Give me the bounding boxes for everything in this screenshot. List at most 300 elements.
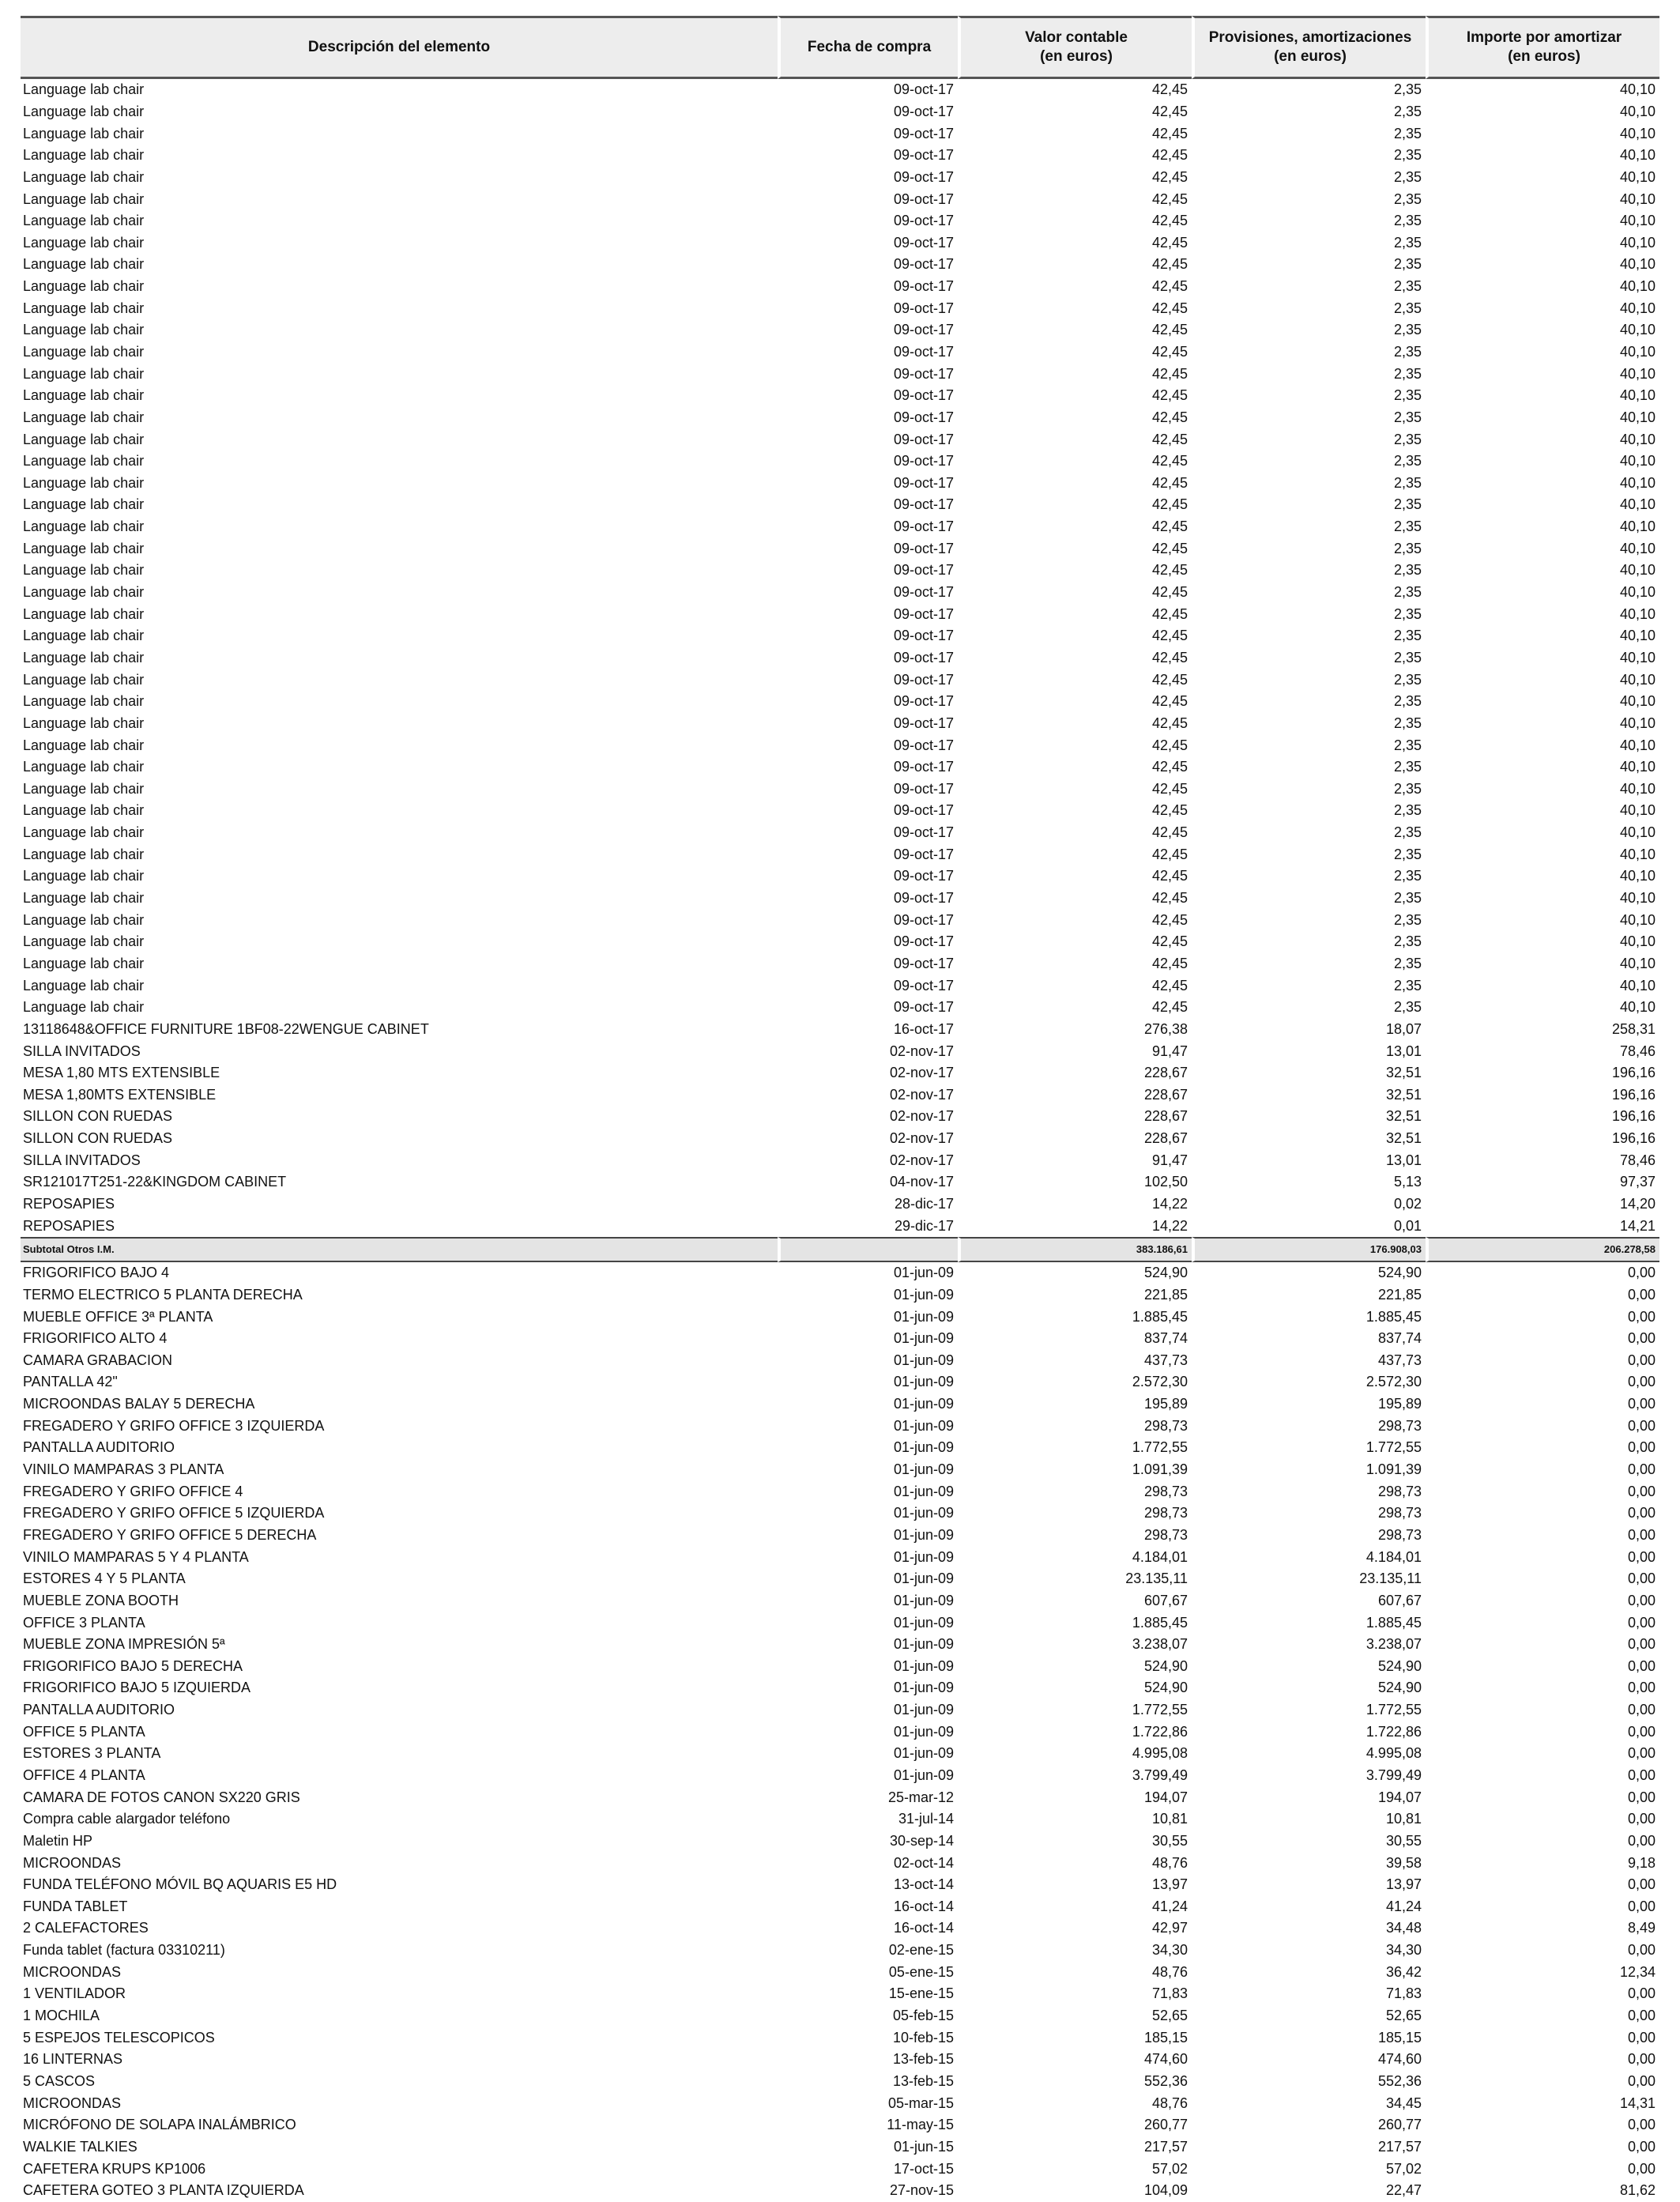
cell-purchase-date: 09-oct-17 [893, 605, 954, 622]
cell-provisions: 52,65 [1385, 2008, 1422, 2024]
cell-provisions: 437,73 [1377, 1352, 1422, 1368]
table-row [21, 1546, 1659, 1568]
cell-description: FRIGORIFICO BAJO 5 DERECHA [23, 1657, 243, 1674]
cell-book-value: 52,65 [1151, 2008, 1188, 2024]
cell-remaining: 40,10 [1619, 322, 1656, 338]
table-row [21, 1503, 1659, 1525]
cell-book-value: 298,73 [1143, 1526, 1188, 1543]
cell-description: Language lab chair [23, 671, 145, 688]
cell-description: Language lab chair [23, 999, 145, 1016]
header-provisions-line1: Provisiones, amortizaciones [1208, 29, 1412, 46]
cell-purchase-date: 09-oct-17 [893, 256, 954, 273]
cell-description: Language lab chair [23, 605, 145, 622]
cell-remaining: 40,10 [1619, 147, 1656, 164]
cell-description: CAMARA GRABACION [23, 1352, 173, 1368]
table-row [21, 2005, 1659, 2027]
cell-description: WALKIE TALKIES [23, 2138, 137, 2155]
cell-provisions: 2,35 [1393, 628, 1422, 644]
cell-provisions: 2,35 [1393, 125, 1422, 141]
cell-description: Language lab chair [23, 802, 145, 819]
cell-provisions: 2,35 [1393, 868, 1422, 884]
cell-description: Funda tablet (factura 03310211) [23, 1942, 225, 1959]
cell-purchase-date: 01-jun-09 [893, 1330, 954, 1347]
cell-purchase-date: 09-oct-17 [893, 715, 954, 731]
cell-book-value: 42,45 [1151, 322, 1188, 338]
cell-remaining: 40,10 [1619, 300, 1656, 316]
cell-provisions: 1.722,86 [1365, 1723, 1422, 1740]
cell-description: MICROONDAS BALAY 5 DERECHA [23, 1396, 255, 1412]
table-row [21, 1612, 1659, 1634]
cell-book-value: 195,89 [1143, 1396, 1188, 1412]
cell-remaining: 0,00 [1627, 1811, 1656, 1827]
cell-remaining: 0,00 [1627, 1942, 1656, 1959]
cell-book-value: 42,45 [1151, 780, 1188, 797]
cell-provisions: 13,97 [1385, 1876, 1422, 1893]
cell-description: Language lab chair [23, 213, 145, 229]
cell-provisions: 13,01 [1385, 1152, 1422, 1168]
cell-book-value: 298,73 [1143, 1505, 1188, 1521]
cell-provisions: 32,51 [1385, 1130, 1422, 1147]
cell-book-value: 228,67 [1143, 1130, 1188, 1147]
table-row [21, 494, 1659, 516]
cell-purchase-date: 09-oct-17 [893, 933, 954, 950]
cell-book-value: 298,73 [1143, 1483, 1188, 1499]
cell-remaining: 0,00 [1627, 1374, 1656, 1390]
table-row [21, 1940, 1659, 1962]
cell-book-value: 42,45 [1151, 256, 1188, 273]
cell-book-value: 34,30 [1151, 1942, 1188, 1959]
cell-book-value: 42,45 [1151, 431, 1188, 447]
cell-book-value: 1.772,55 [1132, 1439, 1188, 1456]
cell-book-value: 42,45 [1151, 933, 1188, 950]
subtotal-date [778, 1237, 958, 1262]
cell-remaining: 0,00 [1627, 1526, 1656, 1543]
cell-purchase-date: 09-oct-17 [893, 540, 954, 556]
cell-purchase-date: 04-nov-17 [889, 1174, 954, 1190]
cell-provisions: 2,35 [1393, 977, 1422, 994]
cell-book-value: 13,97 [1151, 1876, 1188, 1893]
table-row [21, 473, 1659, 495]
cell-description: Language lab chair [23, 322, 145, 338]
cell-remaining: 0,00 [1627, 1614, 1656, 1631]
cell-provisions: 2,35 [1393, 234, 1422, 251]
cell-provisions: 57,02 [1385, 2160, 1422, 2177]
cell-book-value: 10,81 [1151, 1811, 1188, 1827]
cell-provisions: 2,35 [1393, 190, 1422, 207]
cell-provisions: 2,35 [1393, 322, 1422, 338]
cell-provisions: 524,90 [1377, 1657, 1422, 1674]
table-row [21, 1306, 1659, 1328]
cell-purchase-date: 09-oct-17 [893, 999, 954, 1016]
cell-provisions: 0,02 [1393, 1195, 1422, 1212]
cell-remaining: 40,10 [1619, 125, 1656, 141]
table-row [21, 254, 1659, 276]
cell-purchase-date: 09-oct-17 [893, 759, 954, 775]
cell-book-value: 42,45 [1151, 147, 1188, 164]
cell-purchase-date: 09-oct-17 [893, 824, 954, 841]
cell-description: TERMO ELECTRICO 5 PLANTA DERECHA [23, 1286, 303, 1303]
header-description-line: Descripción del elemento [307, 39, 491, 55]
cell-purchase-date: 01-jun-09 [893, 1592, 954, 1608]
cell-purchase-date: 09-oct-17 [893, 300, 954, 316]
cell-description: CAFETERA GOTEO 3 PLANTA IZQUIERDA [23, 2182, 304, 2199]
cell-description: FREGADERO Y GRIFO OFFICE 3 IZQUIERDA [23, 1417, 325, 1434]
cell-book-value: 42,45 [1151, 824, 1188, 841]
cell-remaining: 0,00 [1627, 1505, 1656, 1521]
cell-description: Language lab chair [23, 780, 145, 797]
header-book-value-line2: (en euros) [1040, 48, 1113, 65]
cell-remaining: 40,10 [1619, 868, 1656, 884]
table-row [21, 1699, 1659, 1721]
cell-remaining: 40,10 [1619, 409, 1656, 425]
cell-book-value: 42,45 [1151, 693, 1188, 710]
cell-provisions: 32,51 [1385, 1086, 1422, 1103]
cell-purchase-date: 09-oct-17 [893, 147, 954, 164]
cell-book-value: 228,67 [1143, 1065, 1188, 1081]
cell-remaining: 40,10 [1619, 474, 1656, 491]
table-row [21, 341, 1659, 364]
cell-description: Language lab chair [23, 955, 145, 971]
table-row [21, 2114, 1659, 2136]
cell-remaining: 81,62 [1619, 2182, 1656, 2199]
table-row [21, 756, 1659, 779]
cell-book-value: 42,45 [1151, 628, 1188, 644]
cell-remaining: 40,10 [1619, 628, 1656, 644]
cell-description: Language lab chair [23, 344, 145, 360]
cell-book-value: 1.091,39 [1132, 1461, 1188, 1478]
cell-remaining: 40,10 [1619, 365, 1656, 382]
cell-provisions: 2,35 [1393, 715, 1422, 731]
table-row [21, 1040, 1659, 1062]
subtotal-remaining: 206.278,58 [1426, 1237, 1659, 1262]
cell-remaining: 40,10 [1619, 933, 1656, 950]
cell-provisions: 10,81 [1385, 1811, 1422, 1827]
cell-purchase-date: 01-jun-09 [893, 1657, 954, 1674]
cell-remaining: 40,10 [1619, 256, 1656, 273]
cell-provisions: 2,35 [1393, 933, 1422, 950]
cell-description: FREGADERO Y GRIFO OFFICE 5 IZQUIERDA [23, 1505, 325, 1521]
table-row [21, 1983, 1659, 2005]
table-row [21, 1215, 1659, 1237]
cell-book-value: 4.184,01 [1132, 1548, 1188, 1565]
cell-description: PANTALLA 42" [23, 1374, 118, 1390]
cell-purchase-date: 27-nov-15 [889, 2182, 954, 2199]
cell-description: Language lab chair [23, 933, 145, 950]
table-row [21, 560, 1659, 582]
cell-provisions: 298,73 [1377, 1526, 1422, 1543]
cell-book-value: 42,45 [1151, 977, 1188, 994]
cell-description: 5 ESPEJOS TELESCOPICOS [23, 2029, 215, 2046]
cell-book-value: 41,24 [1151, 1898, 1188, 1914]
cell-provisions: 2,35 [1393, 955, 1422, 971]
cell-remaining: 8,49 [1627, 1920, 1656, 1936]
cell-provisions: 607,67 [1377, 1592, 1422, 1608]
cell-book-value: 14,22 [1151, 1217, 1188, 1234]
cell-book-value: 104,09 [1143, 2182, 1188, 2199]
cell-description: Language lab chair [23, 234, 145, 251]
cell-description: Language lab chair [23, 846, 145, 862]
cell-description: Language lab chair [23, 737, 145, 753]
cell-description: Language lab chair [23, 168, 145, 185]
cell-purchase-date: 01-jun-09 [893, 1308, 954, 1325]
cell-book-value: 42,45 [1151, 759, 1188, 775]
table-row [21, 101, 1659, 123]
table-row [21, 1128, 1659, 1150]
cell-purchase-date: 13-feb-15 [892, 2051, 954, 2068]
cell-provisions: 217,57 [1377, 2138, 1422, 2155]
cell-description: Language lab chair [23, 474, 145, 491]
cell-purchase-date: 09-oct-17 [893, 562, 954, 579]
table-row [21, 1896, 1659, 1918]
cell-provisions: 41,24 [1385, 1898, 1422, 1914]
cell-purchase-date: 01-jun-09 [893, 1396, 954, 1412]
cell-purchase-date: 09-oct-17 [893, 387, 954, 404]
cell-description: FUNDA TELÉFONO MÓVIL BQ AQUARIS E5 HD [23, 1876, 337, 1893]
table-row [21, 1328, 1659, 1350]
cell-book-value: 42,45 [1151, 802, 1188, 819]
cell-provisions: 2,35 [1393, 147, 1422, 164]
cell-book-value: 552,36 [1143, 2072, 1188, 2089]
cell-provisions: 23.135,11 [1359, 1570, 1422, 1587]
cell-purchase-date: 29-dic-17 [894, 1217, 954, 1234]
cell-purchase-date: 02-oct-14 [893, 1854, 954, 1871]
cell-description: Language lab chair [23, 868, 145, 884]
cell-remaining: 0,00 [1627, 1570, 1656, 1587]
cell-description: Language lab chair [23, 256, 145, 273]
cell-book-value: 194,07 [1143, 1789, 1188, 1805]
cell-remaining: 0,00 [1627, 2117, 1656, 2133]
cell-remaining: 40,10 [1619, 540, 1656, 556]
cell-description: Language lab chair [23, 518, 145, 535]
cell-book-value: 221,85 [1143, 1286, 1188, 1303]
cell-book-value: 524,90 [1143, 1657, 1188, 1674]
cell-provisions: 2,35 [1393, 387, 1422, 404]
cell-provisions: 2,35 [1393, 168, 1422, 185]
table-row [21, 167, 1659, 189]
table-row [21, 1655, 1659, 1677]
table-row [21, 297, 1659, 319]
table-row [21, 1590, 1659, 1612]
cell-purchase-date: 01-jun-09 [893, 1417, 954, 1434]
cell-book-value: 42,45 [1151, 890, 1188, 907]
cell-remaining: 40,10 [1619, 562, 1656, 579]
table-row [21, 1480, 1659, 1503]
cell-description: Language lab chair [23, 824, 145, 841]
cell-purchase-date: 02-ene-15 [888, 1942, 954, 1959]
table-row [21, 800, 1659, 822]
cell-provisions: 2,35 [1393, 780, 1422, 797]
table-row [21, 865, 1659, 888]
cell-purchase-date: 05-feb-15 [892, 2008, 954, 2024]
cell-provisions: 1.772,55 [1365, 1702, 1422, 1718]
cell-book-value: 260,77 [1143, 2117, 1188, 2133]
cell-remaining: 0,00 [1627, 1985, 1656, 2002]
cell-remaining: 40,10 [1619, 824, 1656, 841]
cell-provisions: 2,35 [1393, 256, 1422, 273]
cell-purchase-date: 09-oct-17 [893, 431, 954, 447]
cell-provisions: 837,74 [1377, 1330, 1422, 1347]
cell-purchase-date: 02-nov-17 [889, 1043, 954, 1059]
cell-provisions: 1.091,39 [1365, 1461, 1422, 1478]
cell-purchase-date: 09-oct-17 [893, 628, 954, 644]
cell-description: SILLA INVITADOS [23, 1043, 141, 1059]
table-row [21, 1721, 1659, 1743]
cell-remaining: 0,00 [1627, 2029, 1656, 2046]
table-row [21, 888, 1659, 910]
table-row [21, 516, 1659, 538]
cell-provisions: 2,35 [1393, 911, 1422, 928]
cell-description: Language lab chair [23, 190, 145, 207]
cell-remaining: 0,00 [1627, 1723, 1656, 1740]
cell-book-value: 524,90 [1143, 1680, 1188, 1696]
cell-provisions: 195,89 [1377, 1396, 1422, 1412]
cell-remaining: 12,34 [1619, 1963, 1656, 1980]
cell-provisions: 2,35 [1393, 409, 1422, 425]
cell-remaining: 40,10 [1619, 431, 1656, 447]
cell-book-value: 42,45 [1151, 474, 1188, 491]
cell-book-value: 57,02 [1151, 2160, 1188, 2177]
cell-description: Language lab chair [23, 147, 145, 164]
table-row [21, 1786, 1659, 1808]
cell-description: FUNDA TABLET [23, 1898, 128, 1914]
table-row [21, 909, 1659, 931]
cell-description: Language lab chair [23, 278, 145, 295]
cell-remaining: 196,16 [1611, 1130, 1656, 1147]
cell-remaining: 40,10 [1619, 999, 1656, 1016]
cell-provisions: 71,83 [1385, 1985, 1422, 2002]
cell-description: Compra cable alargador teléfono [23, 1811, 231, 1827]
cell-purchase-date: 16-oct-14 [893, 1898, 954, 1914]
table-row [21, 713, 1659, 735]
cell-remaining: 0,00 [1627, 1876, 1656, 1893]
cell-remaining: 40,10 [1619, 605, 1656, 622]
cell-purchase-date: 09-oct-17 [893, 911, 954, 928]
cell-purchase-date: 01-jun-09 [893, 1505, 954, 1521]
cell-remaining: 14,31 [1619, 2095, 1656, 2111]
table-row [21, 1371, 1659, 1393]
cell-book-value: 837,74 [1143, 1330, 1188, 1347]
table-body-section-1 [21, 79, 1659, 1237]
cell-provisions: 32,51 [1385, 1065, 1422, 1081]
cell-provisions: 34,30 [1385, 1942, 1422, 1959]
cell-purchase-date: 09-oct-17 [893, 278, 954, 295]
cell-book-value: 91,47 [1151, 1043, 1188, 1059]
cell-purchase-date: 09-oct-17 [893, 584, 954, 601]
cell-description: Language lab chair [23, 562, 145, 579]
cell-provisions: 2,35 [1393, 278, 1422, 295]
cell-description: SILLON CON RUEDAS [23, 1130, 173, 1147]
cell-book-value: 1.722,86 [1132, 1723, 1188, 1740]
cell-provisions: 2.572,30 [1365, 1374, 1422, 1390]
cell-book-value: 42,45 [1151, 540, 1188, 556]
cell-provisions: 2,35 [1393, 300, 1422, 316]
cell-provisions: 2,35 [1393, 605, 1422, 622]
cell-book-value: 42,45 [1151, 278, 1188, 295]
cell-remaining: 0,00 [1627, 2160, 1656, 2177]
table-row [21, 1917, 1659, 1940]
cell-purchase-date: 09-oct-17 [893, 868, 954, 884]
cell-book-value: 42,45 [1151, 190, 1188, 207]
table-row [21, 1677, 1659, 1699]
cell-purchase-date: 01-jun-09 [893, 1352, 954, 1368]
cell-purchase-date: 09-oct-17 [893, 496, 954, 513]
cell-book-value: 3.799,49 [1132, 1767, 1188, 1783]
cell-description: ESTORES 3 PLANTA [23, 1745, 161, 1762]
cell-provisions: 2,35 [1393, 846, 1422, 862]
cell-remaining: 40,10 [1619, 911, 1656, 928]
cell-book-value: 42,45 [1151, 409, 1188, 425]
cell-description: 1 MOCHILA [23, 2008, 100, 2024]
cell-description: MUEBLE ZONA IMPRESIÓN 5ª [23, 1636, 225, 1653]
cell-remaining: 0,00 [1627, 1461, 1656, 1478]
cell-purchase-date: 01-jun-09 [893, 1614, 954, 1631]
table-row [21, 1149, 1659, 1171]
table-row [21, 1193, 1659, 1216]
header-book-value-line1: Valor contable [1025, 29, 1128, 46]
cell-description: MICRÓFONO DE SOLAPA INALÁMBRICO [23, 2117, 296, 2133]
cell-description: VINILO MAMPARAS 3 PLANTA [23, 1461, 224, 1478]
cell-purchase-date: 10-feb-15 [892, 2029, 954, 2046]
cell-purchase-date: 01-jun-09 [893, 1286, 954, 1303]
cell-book-value: 42,45 [1151, 955, 1188, 971]
cell-book-value: 23.135,11 [1125, 1570, 1188, 1587]
cell-purchase-date: 09-oct-17 [893, 365, 954, 382]
cell-purchase-date: 13-oct-14 [893, 1876, 954, 1893]
cell-book-value: 42,97 [1151, 1920, 1188, 1936]
cell-purchase-date: 09-oct-17 [893, 409, 954, 425]
table-row [21, 2027, 1659, 2049]
cell-provisions: 2,35 [1393, 81, 1422, 98]
table-row [21, 537, 1659, 560]
cell-provisions: 18,07 [1385, 1020, 1422, 1037]
cell-remaining: 0,00 [1627, 1439, 1656, 1456]
cell-book-value: 42,45 [1151, 213, 1188, 229]
cell-description: FRIGORIFICO ALTO 4 [23, 1330, 168, 1347]
cell-description: OFFICE 3 PLANTA [23, 1614, 145, 1631]
table-row [21, 428, 1659, 451]
table-row [21, 1874, 1659, 1896]
cell-purchase-date: 01-jun-09 [893, 1461, 954, 1478]
cell-remaining: 40,10 [1619, 693, 1656, 710]
cell-description: MUEBLE ZONA BOOTH [23, 1592, 179, 1608]
cell-provisions: 39,58 [1385, 1854, 1422, 1871]
table-row [21, 210, 1659, 232]
cell-purchase-date: 09-oct-17 [893, 322, 954, 338]
cell-description: REPOSAPIES [23, 1217, 115, 1234]
table-row [21, 363, 1659, 385]
cell-provisions: 2,35 [1393, 431, 1422, 447]
cell-description: MICROONDAS [23, 1963, 122, 1980]
cell-description: Language lab chair [23, 431, 145, 447]
table-row [21, 779, 1659, 801]
cell-description: Language lab chair [23, 125, 145, 141]
table-row [21, 319, 1659, 341]
table-row [21, 734, 1659, 756]
table-row [21, 1808, 1659, 1831]
cell-remaining: 0,00 [1627, 2072, 1656, 2089]
cell-purchase-date: 01-jun-09 [893, 1526, 954, 1543]
cell-purchase-date: 01-jun-09 [893, 1374, 954, 1390]
cell-book-value: 42,45 [1151, 562, 1188, 579]
cell-provisions: 0,01 [1393, 1217, 1422, 1234]
table-row [21, 79, 1659, 101]
asset-table-page [21, 16, 1659, 2202]
cell-book-value: 3.238,07 [1132, 1636, 1188, 1653]
table-row [21, 953, 1659, 975]
cell-provisions: 2,35 [1393, 890, 1422, 907]
header-description [21, 16, 778, 79]
table-row [21, 975, 1659, 997]
